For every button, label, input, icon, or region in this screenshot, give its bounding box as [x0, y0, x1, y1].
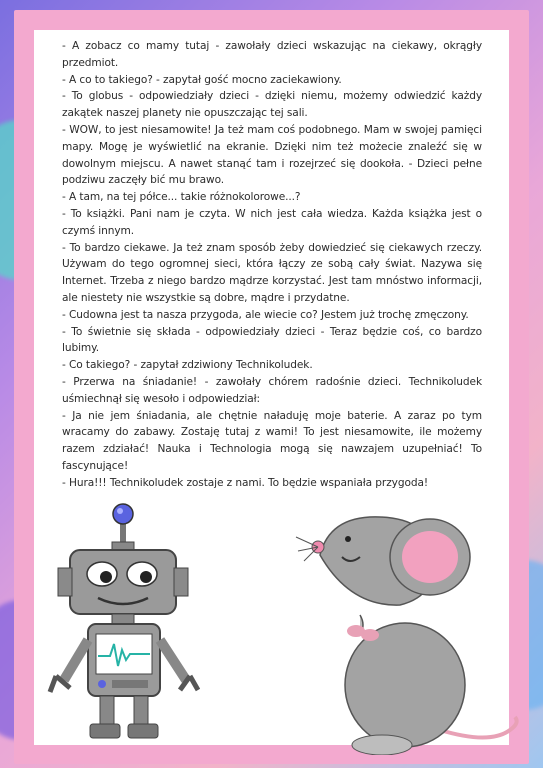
story-line: - To globus - odpowiedziały dzieci - dzięki niemu, możemy odwiedzić każdy zakątek naszej planety nie opuszczając tej sali. [62, 90, 482, 120]
story-line: - Cudowna jest ta nasza przygoda, ale wiecie co? Jestem już trochę zmęczony. [62, 308, 469, 321]
robot-illustration [30, 480, 200, 745]
story-line: - To bardzo ciekawe. Ja też znam sposób żeby dowiedzieć się ciekawych rzeczy. Używam do tego ogromnej sieci, która łączy ze sobą cały świat. Nazywa się Internet. Trzeba z niego bardzo mądrze korzystać. Jest tam mnóstwo informacji, ale niestety nie wszystkie są dobre, mądre i przydatne. [62, 241, 482, 304]
story-line: - A zobacz co mamy tutaj - zawołały dzieci wskazując na ciekawy, okrągły przedmiot. [62, 40, 482, 69]
story-line: - WOW, to jest niesamowite! Ja też mam coś podobnego. Mam w swojej pamięci mapy. Mogę je wyświetlić na ekranie. Dzięki nim też możecie znaleźć się w dowolnym miejscu. A nawet stanąć tam i rozejrzeć się dookoła. - Dzieci pełne podziwu zaczęły bić mu brawo. [62, 123, 482, 187]
story-line: - Co takiego? - zapytał zdziwiony Technikoludek. [62, 359, 313, 372]
story-text [62, 38, 482, 492]
mouse-illustration [290, 495, 520, 755]
story-line: - To świetnie się składa - odpowiedziały dzieci - Teraz będzie coś, co bardzo lubimy. [62, 325, 482, 355]
story-line: - A tam, na tej półce... takie różnokolorowe...? [62, 191, 301, 204]
story-line: - Ja nie jem śniadania, ale chętnie naładuję moje baterie. A zaraz po tym wracamy do zabawy. Zostaję tutaj z wami! To jest niesamowite, ile możemy razem zdziałać! Nauka i Technologia mogą się nawzajem uzupełniać! To fascynujące! [62, 409, 482, 472]
story-line: - Przerwa na śniadanie! - zawołały chórem radośnie dzieci. Technikoludek uśmiechnął się wesoło i odpowiedział: [62, 375, 482, 405]
story-line: - A co to takiego? - zapytał gość mocno zaciekawiony. [62, 73, 342, 86]
story-line: - Hura!!! Technikoludek zostaje z nami. To będzie wspaniała przygoda! [62, 476, 428, 489]
story-line: - To książki. Pani nam je czyta. W nich jest cała wiedza. Każda książka jest o czymś innym. [62, 207, 482, 237]
